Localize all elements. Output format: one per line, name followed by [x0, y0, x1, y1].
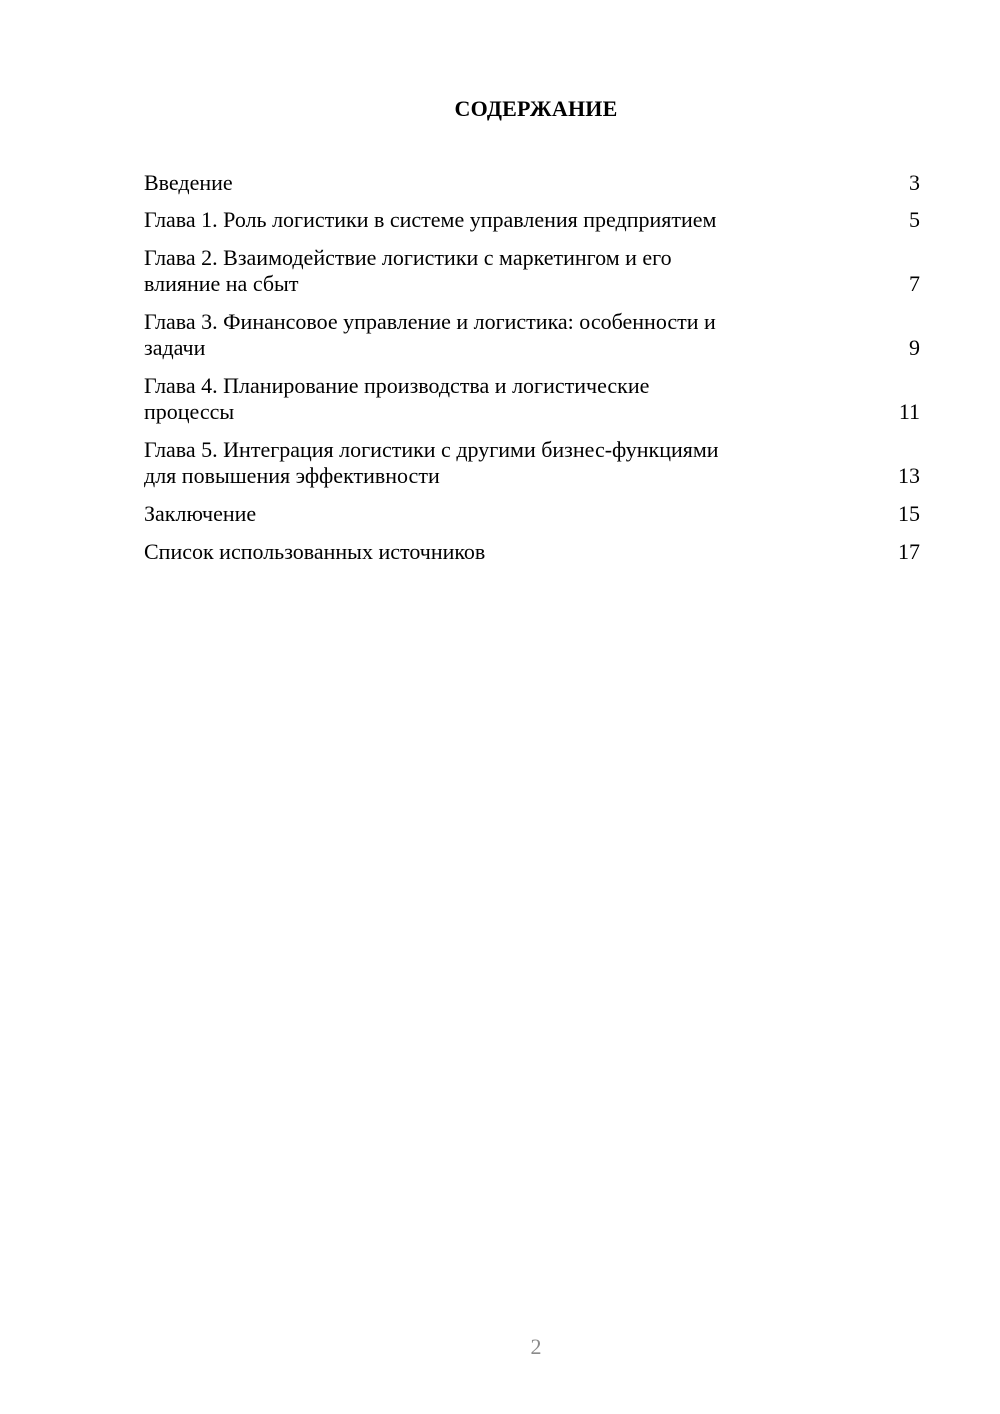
toc-entry-chapter-1[interactable] [144, 207, 920, 233]
toc-entry-title: Глава 1. Роль логистики в системе управления предприятием [144, 207, 717, 232]
toc-entry-page: 15 [898, 501, 920, 526]
toc-entry-references[interactable] [144, 539, 920, 565]
toc-entry-title: Заключение [144, 501, 257, 526]
toc-entry-page: 17 [898, 539, 920, 564]
toc-entry-page: 7 [909, 271, 920, 296]
toc-entry-chapter-5[interactable] [144, 437, 920, 489]
toc-entry-chapter-3[interactable] [144, 309, 920, 361]
toc-entry-title: Глава 4. Планирование производства и логистические процессы [144, 373, 650, 424]
page-number: 2 [530, 1334, 542, 1359]
toc-entry-page: 3 [909, 170, 920, 195]
toc-entry-title: Глава 3. Финансовое управление и логистика: особенности и задачи [144, 309, 716, 360]
toc-entry-chapter-4[interactable] [144, 373, 920, 425]
toc-entry-title: Список использованных источников [144, 539, 486, 564]
toc-entry-title: Глава 2. Взаимодействие логистики с маркетингом и его влияние на сбыт [144, 245, 672, 296]
page-title: СОДЕРЖАНИЕ [454, 96, 618, 121]
toc-entry-page: 13 [898, 463, 920, 488]
table-of-contents [144, 170, 920, 565]
toc-entry-title: Введение [144, 170, 233, 195]
toc-entry-chapter-2[interactable] [144, 245, 920, 297]
toc-entry-title: Глава 5. Интеграция логистики с другими бизнес-функциями для повышения эффективности [144, 437, 719, 488]
toc-entry-conclusion[interactable] [144, 501, 920, 527]
toc-entry-introduction[interactable] [144, 170, 920, 196]
toc-entry-page: 5 [909, 207, 920, 232]
toc-entry-page: 11 [898, 399, 920, 424]
toc-entry-page: 9 [909, 335, 920, 360]
